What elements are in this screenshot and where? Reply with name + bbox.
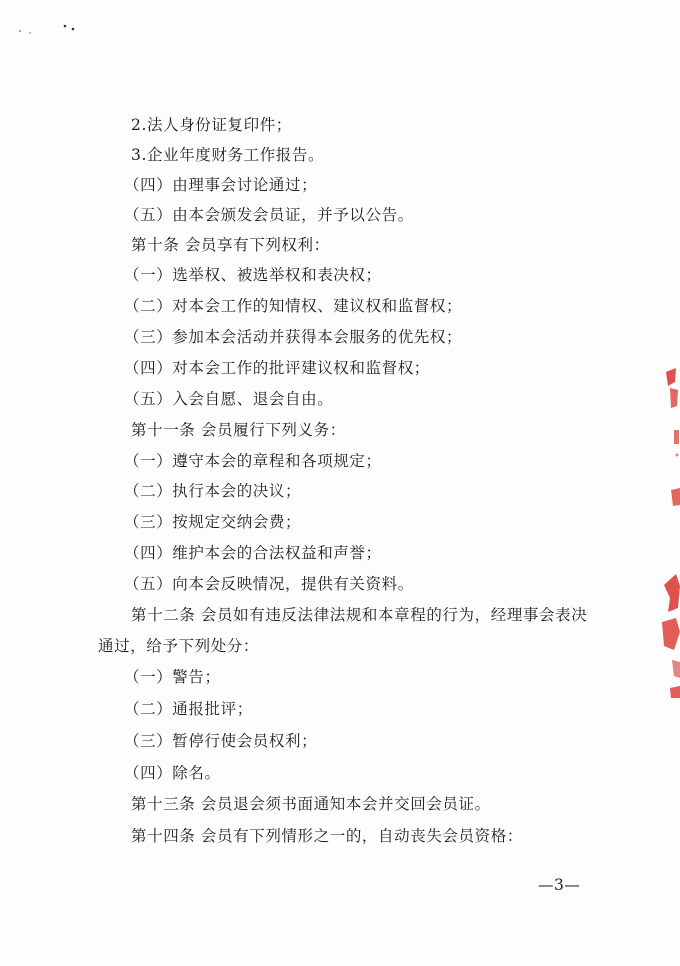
text-line-12: （一）遵守本会的章程和各项规定； [124,452,382,470]
red-seal-fragment [656,360,680,700]
text-line-8: （三）参加本会活动并获得本会服务的优先权； [124,328,463,346]
text-line-1: 2.法人身份证复印件； [131,116,292,134]
text-line-4: （五）由本会颁发会员证，并予以公告。 [124,206,414,224]
text-line-2: 3.企业年度财务工作报告。 [131,146,325,164]
text-line-10: （五）入会自愿、退会自由。 [124,390,334,408]
text-line-19: （一）警告； [124,668,221,686]
text-line-21: （三）暂停行使会员权利； [124,732,318,750]
text-line-20: （二）通报批评； [124,700,253,718]
text-line-22: （四）除名。 [124,764,221,782]
article-10-heading: 第十条 会员享有下列权利： [131,236,330,254]
text-line-9: （四）对本会工作的批评建议权和监督权； [124,359,430,377]
text-line-3: （四）由理事会讨论通过； [124,176,318,194]
article-13-heading: 第十三条 会员退会须书面通知本会并交回会员证。 [131,795,491,813]
article-12-heading: 第十二条 会员如有违反法律法规和本章程的行为，经理事会表决 [131,606,588,624]
text-line-14: （三）按规定交纳会费； [124,513,302,531]
text-line-15: （四）维护本会的合法权益和声誉； [124,544,382,562]
text-line-16: （五）向本会反映情况，提供有关资料。 [124,575,414,593]
text-line-13: （二）执行本会的决议； [124,482,302,500]
scan-specks [16,18,96,38]
text-line-7: （二）对本会工作的知情权、建议权和监督权； [124,297,463,315]
text-line-6: （一）选举权、被选举权和表决权； [124,266,382,284]
text-line-18: 通过，给予下列处分： [98,637,260,655]
article-14-heading: 第十四条 会员有下列情形之一的，自动丧失会员资格： [131,827,523,845]
article-11-heading: 第十一条 会员履行下列义务： [131,421,346,439]
page-number: —3— [538,876,581,894]
